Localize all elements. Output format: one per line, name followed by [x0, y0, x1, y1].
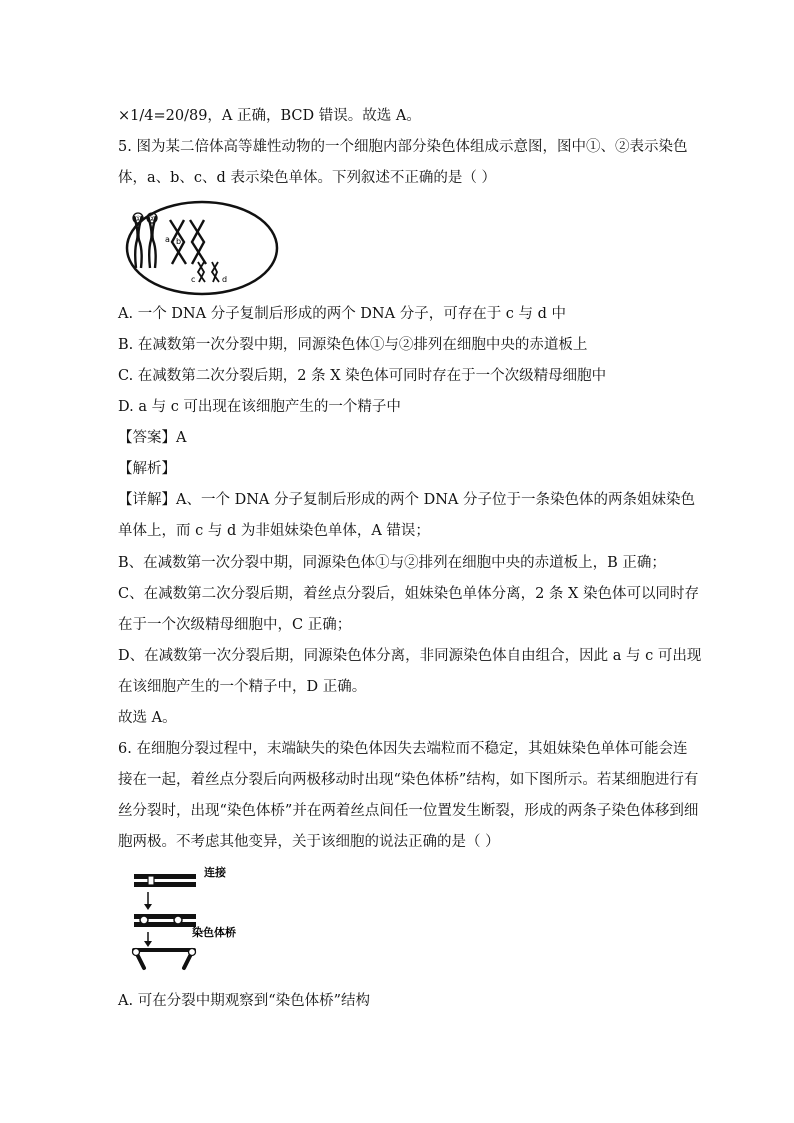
label-c: c	[191, 275, 196, 284]
question-6-line-2: 接在一起，着丝点分裂后向两极移动时出现“染色体桥”结构，如下图所示。若某细胞进行有	[118, 772, 699, 788]
label-connect: 连接	[204, 866, 226, 879]
chromosome-bridge-diagram	[128, 862, 258, 974]
label-two: ②	[149, 215, 156, 223]
label-one: ①	[135, 215, 142, 223]
question-6-line-4: 胞两极。不考虑其他变异，关于该细胞的说法正确的是（ ）	[118, 834, 500, 850]
question-5-line-2: 体，a、b、c、d 表示染色单体。下列叙述不正确的是（ ）	[118, 170, 497, 186]
detail-line-5: 在于一个次级精母细胞中，C 正确；	[118, 617, 352, 633]
label-a: a	[165, 235, 170, 244]
detail-line-6: D、在减数第一次分裂后期，同源染色体分离，非同源染色体自由组合，因此 a 与 c 可出现	[118, 648, 702, 664]
detail-line-1: 【详解】A、一个 DNA 分子复制后形成的两个 DNA 分子位于一条染色体的两条姐妹染色	[118, 492, 695, 508]
text-line-1: ×1/4=20/89，A 正确，BCD 错误。故选 A。	[118, 108, 421, 124]
detail-line-7: 在该细胞产生的一个精子中，D 正确。	[118, 679, 367, 695]
question-6-line-1: 6. 在细胞分裂过程中，末端缺失的染色体因失去端粒而不稳定，其姐妹染色单体可能会连	[118, 741, 688, 757]
option-5d: D. a 与 c 可出现在该细胞产生的一个精子中	[118, 399, 401, 415]
question-5-line-1: 5. 图为某二倍体高等雄性动物的一个细胞内部分染色体组成示意图，图中①、②表示染色	[118, 139, 688, 155]
question-6-line-3: 丝分裂时，出现“染色体桥”并在两着丝点间任一位置发生断裂，形成的两条子染色体移到细	[118, 803, 699, 819]
detail-line-3: B、在减数第一次分裂中期，同源染色体①与②排列在细胞中央的赤道板上，B 正确；	[118, 555, 666, 571]
option-5a: A. 一个 DNA 分子复制后形成的两个 DNA 分子，可存在于 c 与 d 中	[118, 306, 567, 322]
label-b: b	[176, 237, 182, 246]
option-5c: C. 在减数第二次分裂后期，2 条 X 染色体可同时存在于一个次级精母细胞中	[118, 368, 607, 384]
label-bridge: 染色体桥	[192, 926, 236, 939]
detail-line-2: 单体上，而 c 与 d 为非姐妹染色单体，A 错误；	[118, 523, 430, 539]
option-6a: A. 可在分裂中期观察到“染色体桥”结构	[118, 993, 371, 1009]
detail-line-4: C、在减数第二次分裂后期，着丝点分裂后，姐妹染色单体分离，2 条 X 染色体可以同时存	[118, 586, 699, 602]
cell-chromosome-diagram	[124, 198, 280, 298]
analysis-label: 【解析】	[118, 461, 176, 477]
answer-label: 【答案】A	[118, 430, 187, 446]
option-5b: B. 在减数第一次分裂中期，同源染色体①与②排列在细胞中央的赤道板上	[118, 337, 588, 353]
conclusion-line: 故选 A。	[118, 710, 177, 726]
label-d: d	[222, 275, 228, 284]
